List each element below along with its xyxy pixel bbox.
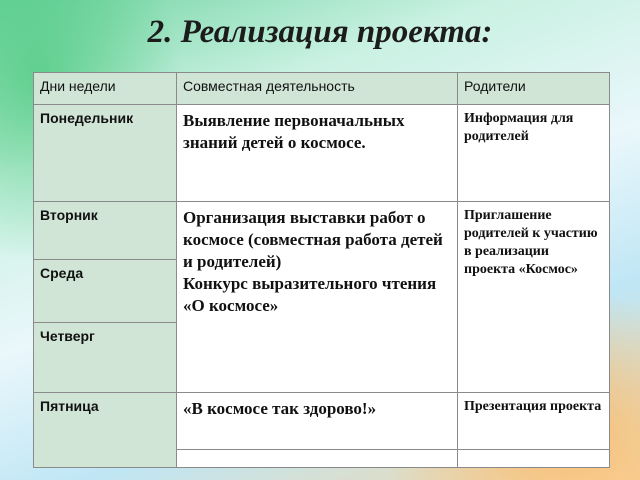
activity-cell-friday (177, 393, 458, 449)
page-title: 2. Реализация проекта: (147, 14, 493, 50)
table-header-row (34, 73, 610, 105)
table-row (34, 105, 610, 202)
activity-text: Выявление первоначальных знаний детей о космосе. (183, 111, 405, 152)
activity-cell-tue-thu (177, 201, 458, 393)
activity-text: Конкурс выразительного чтения «О космосе» (183, 273, 437, 315)
day-cell-monday: Понедельник (34, 105, 177, 202)
activity-cell-monday (177, 105, 458, 202)
day-cell-tuesday: Вторник (34, 201, 177, 259)
day-cell-wednesday: Среда (34, 260, 177, 323)
empty-cell (458, 449, 610, 467)
header-parents: Родители (458, 73, 610, 105)
project-schedule-table (33, 72, 610, 468)
table-row (34, 393, 610, 449)
empty-cell (177, 449, 458, 467)
activity-text: «В космосе так здорово!» (183, 399, 377, 419)
parents-cell-tue-thu: Приглашение родителей к участию в реализации проекта «Космос» (458, 201, 610, 393)
activity-text: Организация выставки работ о космосе (совместная работа детей и родителей) (183, 207, 443, 271)
day-cell-thursday: Четверг (34, 322, 177, 393)
parents-cell-monday: Информация для родителей (458, 105, 610, 202)
header-days: Дни недели (34, 73, 177, 105)
header-joint-activity: Совместная деятельность (177, 73, 458, 105)
parents-cell-friday: Презентация проекта (458, 393, 610, 449)
table-row (34, 201, 610, 259)
day-cell-friday: Пятница (34, 393, 177, 468)
